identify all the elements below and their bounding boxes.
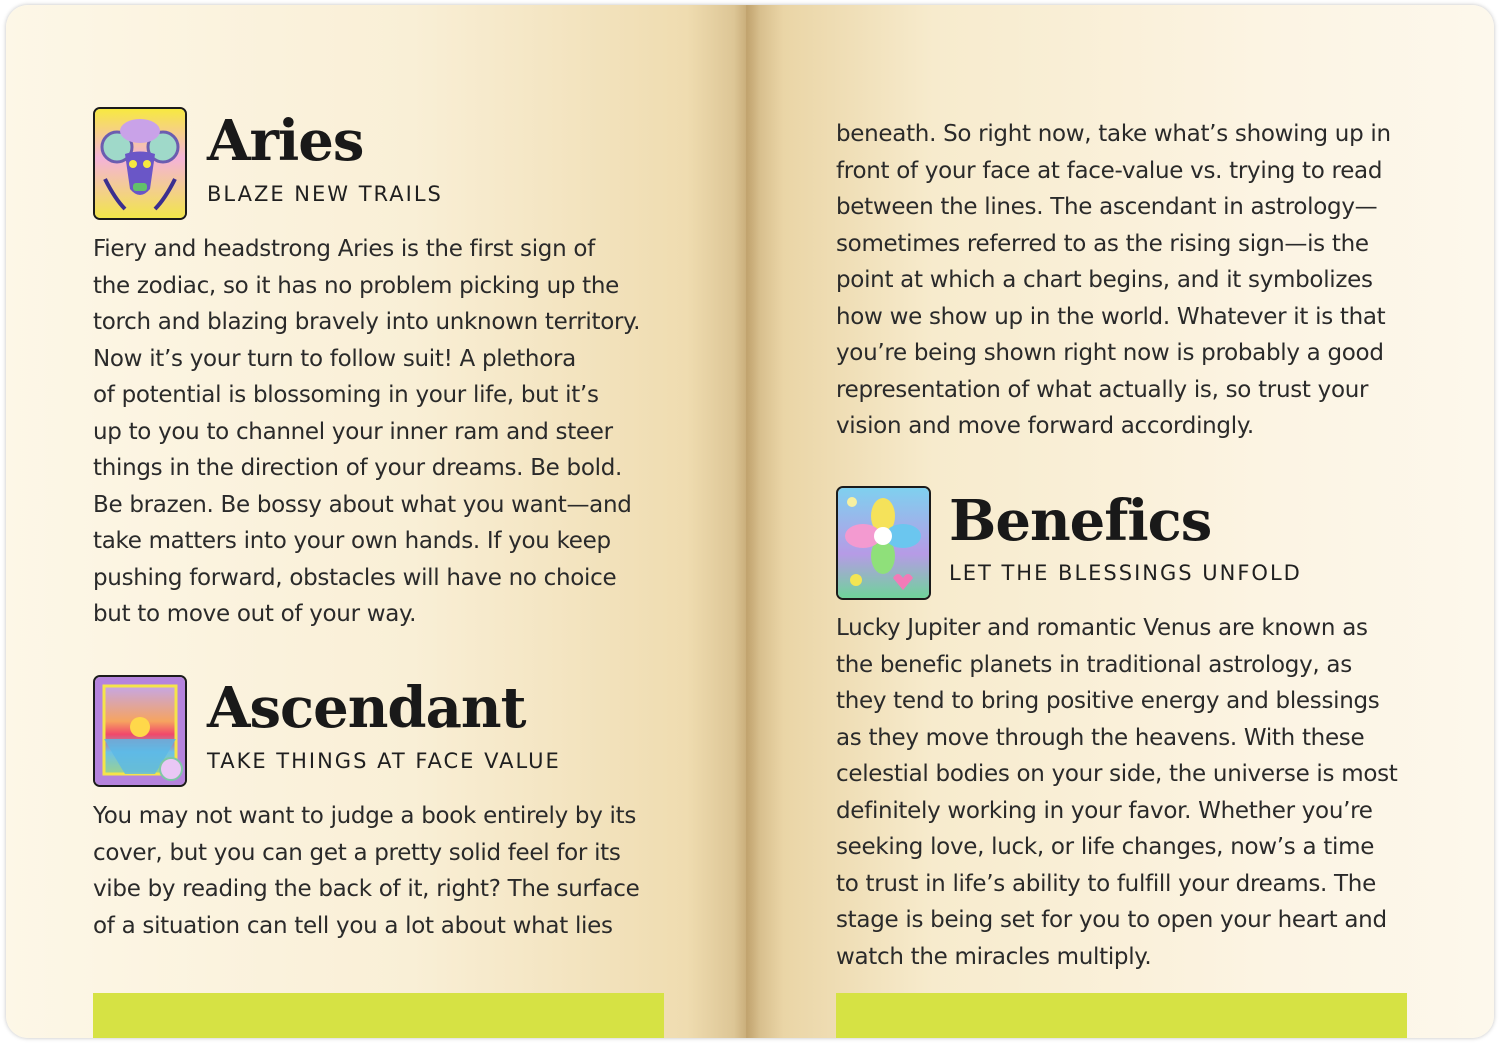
aries-body: Fiery and headstrong Aries is the first sign of the zodiac, so it has no problem picking up the torch and blazing bravely into unknown territory. Now it’s your turn to follow suit! A plethora of potential is blossoming in your life, but it’s up to you to channel your inner ram and steer things in the direction of your dreams. Be bold. Be brazen. Be bossy about what you want—and take matters into your own hands. If you keep pushing forward, obstacles will have no choice but to move out of your way. [93, 236, 641, 627]
open-book [6, 5, 1494, 1038]
ram-illustration-icon [93, 107, 187, 220]
ascendant-body: You may not want to judge a book entirely by its cover, but you can get a pretty solid feel for its vibe by reading the back of it, right? The surface of a situation can tell you a lot about what lies [93, 803, 640, 939]
sunrise-mirror-icon [93, 675, 187, 787]
ascendant-title: Ascendant [207, 675, 526, 741]
right-accent-bar [836, 993, 1407, 1038]
flower-hearts-icon [836, 486, 931, 600]
left-accent-bar [93, 993, 664, 1038]
ascendant-subtitle: TAKE THINGS AT FACE VALUE [207, 749, 561, 773]
right-page [746, 5, 1494, 1038]
ascendant-body-continued: beneath. So right now, take what’s showing up in front of your face at face-value vs. trying to read between the lines. The ascendant in astrology— sometimes referred to as the rising sign—is the point at which a chart begins, and it symbolizes how we show up in the world. Whatever it is that you’re being shown right now is probably a good representation of what actually is, so trust your vision and move forward accordingly. [836, 121, 1391, 439]
aries-title: Aries [207, 108, 364, 174]
benefics-body: Lucky Jupiter and romantic Venus are known as the benefic planets in traditional astrology, as they tend to bring positive energy and blessings as they move through the heavens. With these celestial bodies on your side, the universe is most definitely working in your favor. Whether you’re seeking love, luck, or life changes, now’s a time to trust in life’s ability to fulfill your dreams. The stage is being set for you to open your heart and watch the miracles multiply. [836, 615, 1398, 970]
book-spine [734, 5, 760, 1038]
aries-subtitle: BLAZE NEW TRAILS [207, 182, 443, 206]
benefics-title: Benefics [949, 488, 1212, 554]
benefics-subtitle: LET THE BLESSINGS UNFOLD [949, 561, 1302, 585]
left-page [6, 5, 746, 1038]
